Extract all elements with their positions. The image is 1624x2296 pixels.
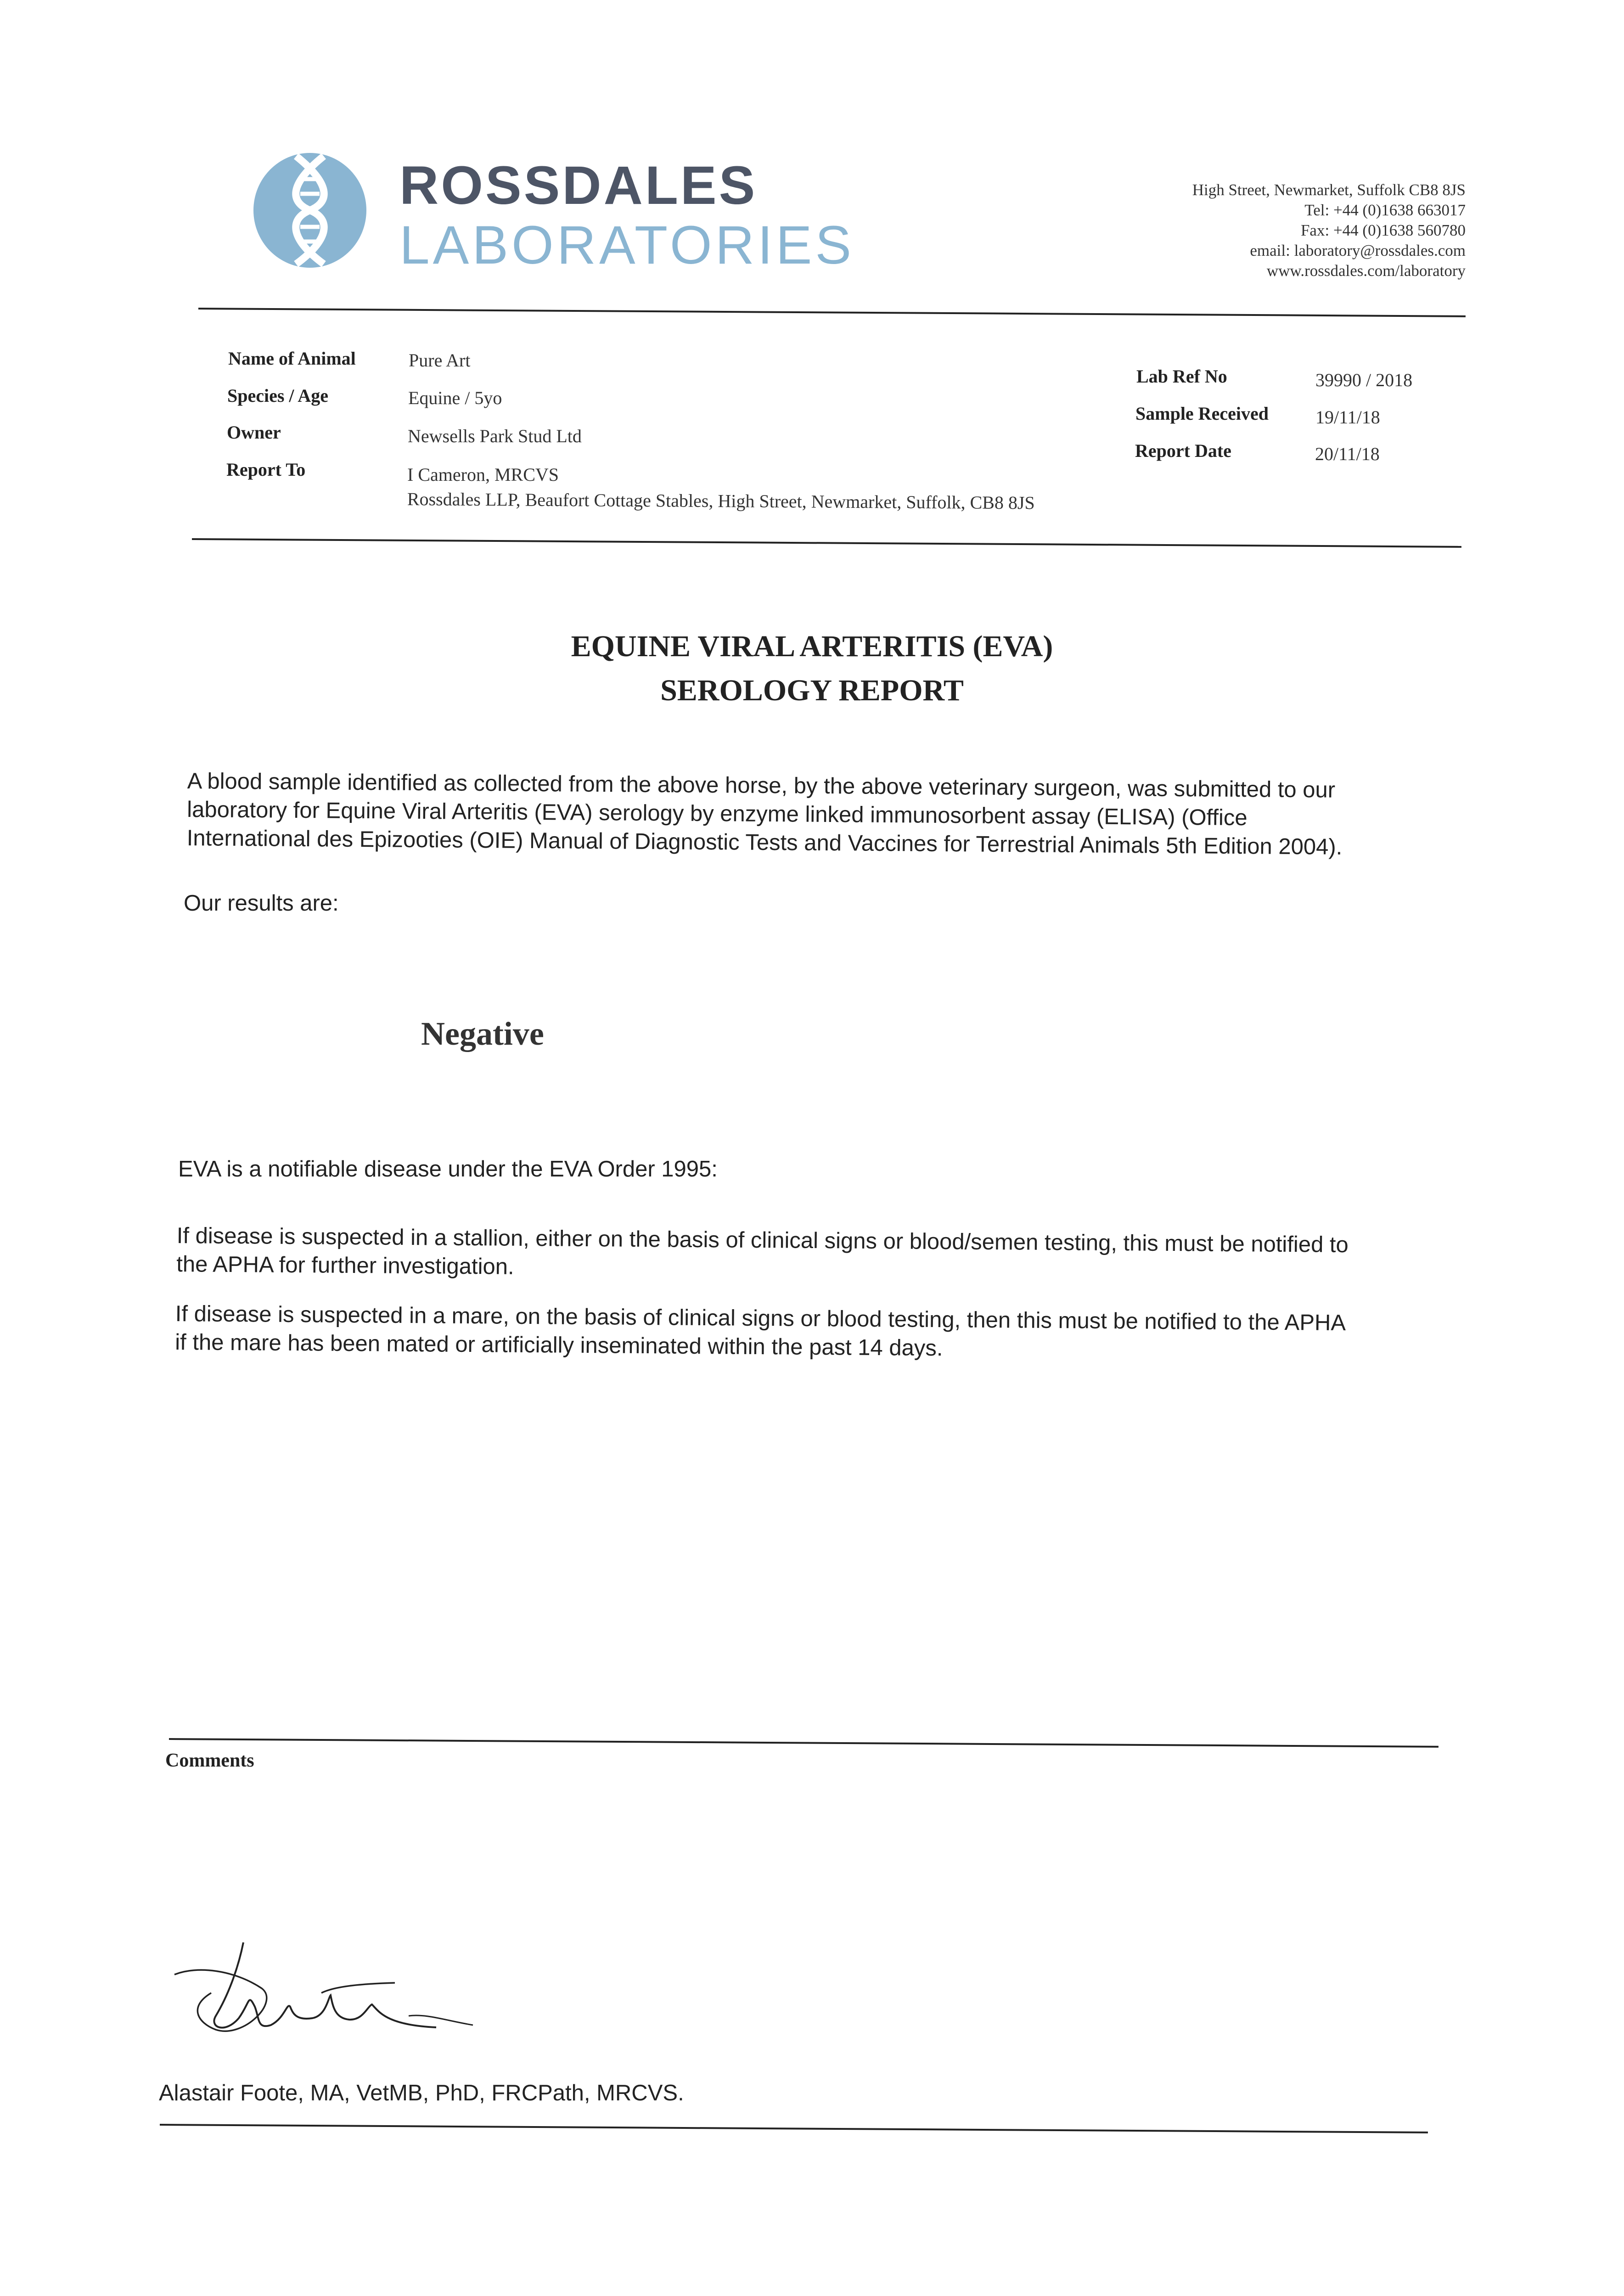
report-title [0,625,1624,713]
label-species-age: Species / Age [227,385,328,406]
value-sample-received: 19/11/18 [1315,407,1380,428]
address-tel: Tel: +44 (0)1638 663017 [1304,201,1466,219]
report-title-line2: SEROLOGY REPORT [660,674,964,707]
value-species-age: Equine / 5yo [408,388,502,408]
dna-helix-logo-icon [253,152,367,269]
test-result: Negative [421,1015,544,1052]
label-name-of-animal: Name of Animal [228,348,356,369]
address-email: email: laboratory@rossdales.com [1250,242,1466,259]
label-report-date: Report Date [1135,440,1231,461]
brand-name-line2: LABORATORIES [399,215,855,276]
intro-paragraph [187,767,1343,861]
label-owner: Owner [227,422,281,443]
comments-label: Comments [165,1750,254,1771]
address-fax: Fax: +44 (0)1638 560780 [1300,221,1466,239]
mare-paragraph [175,1300,1346,1366]
notice-intro: EVA is a notifiable disease under the EVA Order 1995: [178,1157,718,1182]
value-owner: Newsells Park Stud Ltd [408,426,582,446]
value-name-of-animal: Pure Art [409,350,471,371]
report-title-line1: EQUINE VIRAL ARTERITIS (EVA) [571,630,1053,663]
comments-divider [169,1738,1439,1748]
intro-line: A blood sample identified as collected from the above horse, by the above veterinary surgeon, was submitted to our [187,768,1336,803]
lab-address-block [1192,180,1466,281]
signatory-name: Alastair Foote, MA, VetMB, PhD, FRCPath, MRCVS. [159,2081,684,2105]
signature-image [170,1938,491,2048]
brand-name-line1: ROSSDALES [399,155,758,216]
header-divider [198,308,1466,317]
value-lab-ref-no: 39990 / 2018 [1315,370,1413,390]
footer-divider [160,2124,1428,2133]
details-divider [192,538,1461,548]
stallion-paragraph [176,1221,1349,1288]
results-intro: Our results are: [184,891,339,916]
label-report-to: Report To [226,459,306,480]
intro-line: laboratory for Equine Viral Arteritis (EVA) serology by enzyme linked immunosorbent assay (ELISA) (Office [187,797,1248,831]
mare-line: If disease is suspected in a mare, on the basis of clinical signs or blood testing, then this must be notified to the APHA [175,1301,1346,1336]
address-street: High Street, Newmarket, Suffolk CB8 8JS [1192,181,1466,199]
address-website: www.rossdales.com/laboratory [1266,262,1466,280]
label-lab-ref-no: Lab Ref No [1136,366,1227,387]
label-sample-received: Sample Received [1135,403,1269,424]
stallion-line: If disease is suspected in a stallion, either on the basis of clinical signs or blood/semen testing, this must be notified to [176,1223,1349,1258]
value-report-to: I Cameron, MRCVS [407,464,559,485]
intro-line: International des Epizooties (OIE) Manual of Diagnostic Tests and Vaccines for Terrestrial Animals 5th Edition 2004). [186,825,1343,860]
value-report-date: 20/11/18 [1315,444,1380,464]
mare-line: if the mare has been mated or artificially inseminated within the past 14 days. [175,1329,943,1361]
value-report-to-address: Rossdales LLP, Beaufort Cottage Stables, High Street, Newmarket, Suffolk, CB8 8JS [407,489,1035,513]
stallion-line: the APHA for further investigation. [176,1251,514,1279]
